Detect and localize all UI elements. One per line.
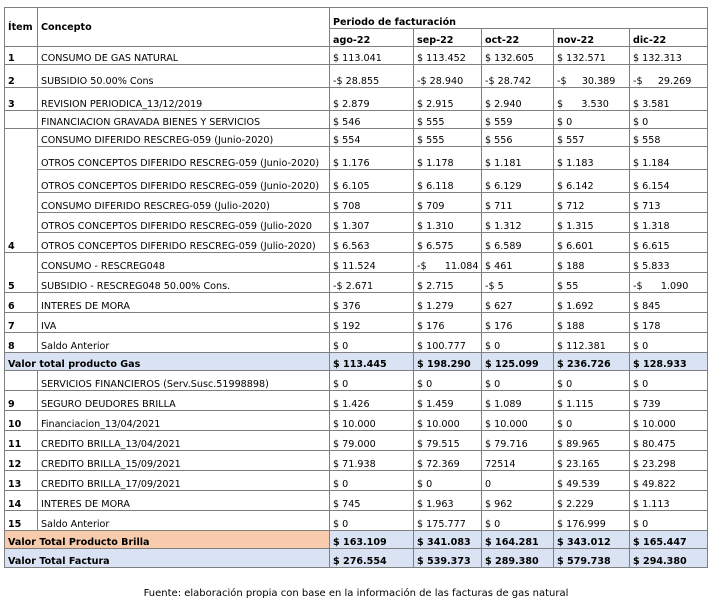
value-cell: $ 10.000 (330, 411, 414, 431)
value-cell: $ 0 (630, 371, 708, 391)
concept-cell: CREDITO BRILLA_17/09/2021 (38, 471, 330, 491)
table-row (5, 471, 708, 491)
table-row (5, 170, 708, 193)
value-cell: $ 1.426 (330, 391, 414, 411)
item-number: 9 (5, 391, 38, 411)
item-number: 1 (5, 47, 38, 65)
value-cell: -$ 5 (482, 273, 554, 293)
value-cell: $ 0 (554, 111, 630, 129)
value-cell: $ 1.176 (330, 147, 414, 170)
concept-cell: Financiacion_13/04/2021 (38, 411, 330, 431)
value-cell: $ 0 (482, 511, 554, 531)
value-cell: $ 0 (554, 411, 630, 431)
value-cell: -$ 29.269 (630, 65, 708, 88)
item-number: 3 (5, 88, 38, 111)
value-cell: $ 79.515 (414, 431, 482, 451)
concept-cell: FINANCIACION GRAVADA BIENES Y SERVICIOS (38, 111, 330, 129)
value-cell: $ 188 (554, 253, 630, 273)
value-cell: 72514 (482, 451, 554, 471)
value-cell: $ 711 (482, 193, 554, 213)
value-cell: $ 23.298 (630, 451, 708, 471)
item-number: 15 (5, 511, 38, 531)
value-cell: $ 1.692 (554, 293, 630, 313)
value-cell: $ 6.615 (630, 233, 708, 253)
value-cell: $ 1.184 (630, 147, 708, 170)
value-cell: -$ 1.090 (630, 273, 708, 293)
value-cell: $ 6.129 (482, 170, 554, 193)
table-row (5, 411, 708, 431)
value-cell: $ 79.716 (482, 431, 554, 451)
total-value: $ 125.099 (482, 353, 554, 371)
value-cell: $ 49.539 (554, 471, 630, 491)
value-cell: $ 1.312 (482, 213, 554, 233)
value-cell: $ 627 (482, 293, 554, 313)
value-cell: $ 71.938 (330, 451, 414, 471)
concept-cell: CREDITO BRILLA_13/04/2021 (38, 431, 330, 451)
total-row-invoice (5, 549, 708, 568)
header-month: oct-22 (482, 29, 554, 47)
value-cell: $ 1.115 (554, 391, 630, 411)
item-number: 11 (5, 431, 38, 451)
value-cell: $ 6.154 (630, 170, 708, 193)
value-cell: -$ 11.084 (414, 253, 482, 273)
value-cell: $ 192 (330, 313, 414, 333)
value-cell: $ 100.777 (414, 333, 482, 353)
concept-cell: SEGURO DEUDORES BRILLA (38, 391, 330, 411)
value-cell: $ 0 (482, 333, 554, 353)
concept-cell: CONSUMO DIFERIDO RESCREG-059 (Junio-2020) (38, 129, 330, 147)
table-row (5, 391, 708, 411)
value-cell: $ 1.315 (554, 213, 630, 233)
item-number: 6 (5, 293, 38, 313)
table-row (5, 371, 708, 391)
table-row (5, 147, 708, 170)
table-row (5, 213, 708, 233)
value-cell: -$ 30.389 (554, 65, 630, 88)
value-cell: $ 6.589 (482, 233, 554, 253)
total-value: $ 289.380 (482, 549, 554, 568)
concept-cell: CONSUMO DE GAS NATURAL (38, 47, 330, 65)
header-concept: Concepto (38, 8, 330, 47)
value-cell: $ 0 (630, 111, 708, 129)
value-cell: $ 72.369 (414, 451, 482, 471)
total-label: Valor Total Producto Brilla (5, 531, 330, 549)
total-label: Valor total producto Gas (5, 353, 330, 371)
value-cell: $ 10.000 (414, 411, 482, 431)
total-value: $ 163.109 (330, 531, 414, 549)
value-cell: $ 1.310 (414, 213, 482, 233)
value-cell: -$ 28.855 (330, 65, 414, 88)
value-cell: $ 713 (630, 193, 708, 213)
value-cell: $ 708 (330, 193, 414, 213)
value-cell: $ 5.833 (630, 253, 708, 273)
concept-cell: Saldo Anterior (38, 511, 330, 531)
value-cell: $ 461 (482, 253, 554, 273)
concept-cell: IVA (38, 313, 330, 333)
total-value: $ 539.373 (414, 549, 482, 568)
total-value: $ 341.083 (414, 531, 482, 549)
value-cell: $ 555 (414, 111, 482, 129)
concept-cell: OTROS CONCEPTOS DIFERIDO RESCREG-059 (Julio-2020) (38, 233, 330, 253)
value-cell: -$ 28.940 (414, 65, 482, 88)
concept-cell: SUBSIDIO - RESCREG048 50.00% Cons. (38, 273, 330, 293)
item-number: 13 (5, 471, 38, 491)
header-month: ago-22 (330, 29, 414, 47)
value-cell: $ 1.279 (414, 293, 482, 313)
value-cell: $ 188 (554, 313, 630, 333)
table-row (5, 88, 708, 111)
concept-cell: CONSUMO DIFERIDO RESCREG-059 (Julio-2020) (38, 193, 330, 213)
value-cell: $ 112.381 (554, 333, 630, 353)
total-value: $ 198.290 (414, 353, 482, 371)
value-cell: $ 0 (330, 333, 414, 353)
value-cell: $ 132.571 (554, 47, 630, 65)
table-row (5, 491, 708, 511)
total-value: $ 113.445 (330, 353, 414, 371)
item-number: 7 (5, 313, 38, 333)
table-row (5, 47, 708, 65)
concept-cell: OTROS CONCEPTOS DIFERIDO RESCREG-059 (Junio-2020) (38, 170, 330, 193)
value-cell: $ 554 (330, 129, 414, 147)
value-cell: $ 132.605 (482, 47, 554, 65)
table-row (5, 253, 708, 273)
concept-cell: SUBSIDIO 50.00% Cons (38, 65, 330, 88)
value-cell: $ 0 (330, 471, 414, 491)
value-cell: $ 0 (414, 471, 482, 491)
value-cell: $ 1.963 (414, 491, 482, 511)
value-cell: $ 557 (554, 129, 630, 147)
value-cell: $ 845 (630, 293, 708, 313)
value-cell: $ 6.601 (554, 233, 630, 253)
value-cell: $ 1.459 (414, 391, 482, 411)
item-number (5, 111, 38, 129)
item-number (5, 371, 38, 391)
total-value: $ 128.933 (630, 353, 708, 371)
table-row (5, 511, 708, 531)
concept-cell: REVISION PERIODICA_13/12/2019 (38, 88, 330, 111)
value-cell: $ 6.563 (330, 233, 414, 253)
value-cell: $ 3.581 (630, 88, 708, 111)
item-number: 12 (5, 451, 38, 471)
value-cell: $ 1.183 (554, 147, 630, 170)
value-cell: $ 745 (330, 491, 414, 511)
value-cell: $ 2.915 (414, 88, 482, 111)
total-value: $ 343.012 (554, 531, 630, 549)
value-cell: $ 0 (330, 511, 414, 531)
value-cell: $ 6.118 (414, 170, 482, 193)
total-value: $ 164.281 (482, 531, 554, 549)
value-cell: $ 2.879 (330, 88, 414, 111)
value-cell: $ 132.313 (630, 47, 708, 65)
header-month: nov-22 (554, 29, 630, 47)
table-row (5, 65, 708, 88)
value-cell: $ 962 (482, 491, 554, 511)
concept-cell: OTROS CONCEPTOS DIFERIDO RESCREG-059 (Junio-2020) (38, 147, 330, 170)
total-row-brilla (5, 531, 708, 549)
value-cell: $ 176 (414, 313, 482, 333)
value-cell: $ 559 (482, 111, 554, 129)
total-value: $ 276.554 (330, 549, 414, 568)
table-row (5, 233, 708, 253)
value-cell: $ 175.777 (414, 511, 482, 531)
item-number: 4 (5, 129, 38, 253)
value-cell: $ 23.165 (554, 451, 630, 471)
value-cell: $ 10.000 (630, 411, 708, 431)
table-caption: Fuente: elaboración propia con base en la información de las facturas de gas natural (143, 588, 569, 599)
item-number: 5 (5, 253, 38, 293)
table-row (5, 293, 708, 313)
billing-table (4, 7, 708, 568)
value-cell: $ 2.229 (554, 491, 630, 511)
item-number: 2 (5, 65, 38, 88)
value-cell: $ 2.940 (482, 88, 554, 111)
value-cell: $ 558 (630, 129, 708, 147)
value-cell: -$ 2.671 (330, 273, 414, 293)
value-cell: $ 6.142 (554, 170, 630, 193)
value-cell: $ 0 (414, 371, 482, 391)
value-cell: $ 0 (482, 371, 554, 391)
table-row (5, 273, 708, 293)
value-cell: $ 55 (554, 273, 630, 293)
value-cell: $ 1.113 (630, 491, 708, 511)
value-cell: $ 2.715 (414, 273, 482, 293)
value-cell: $ 113.041 (330, 47, 414, 65)
value-cell: $ 739 (630, 391, 708, 411)
value-cell: $ 709 (414, 193, 482, 213)
concept-cell: CONSUMO - RESCREG048 (38, 253, 330, 273)
table-row (5, 451, 708, 471)
value-cell: $ 1.178 (414, 147, 482, 170)
concept-cell: INTERES DE MORA (38, 491, 330, 511)
value-cell: $ 89.965 (554, 431, 630, 451)
value-cell: $ 49.822 (630, 471, 708, 491)
concept-cell: SERVICIOS FINANCIEROS (Serv.Susc.51998898) (38, 371, 330, 391)
value-cell: $ 79.000 (330, 431, 414, 451)
table-row (5, 313, 708, 333)
value-cell: $ 1.181 (482, 147, 554, 170)
total-value: $ 165.447 (630, 531, 708, 549)
value-cell: $ 11.524 (330, 253, 414, 273)
value-cell: $ 113.452 (414, 47, 482, 65)
table-row (5, 333, 708, 353)
total-value: $ 294.380 (630, 549, 708, 568)
value-cell: $ 6.105 (330, 170, 414, 193)
header-month: dic-22 (630, 29, 708, 47)
concept-cell: Saldo Anterior (38, 333, 330, 353)
value-cell: $ 1.307 (330, 213, 414, 233)
value-cell: $ 555 (414, 129, 482, 147)
value-cell: $ 1.318 (630, 213, 708, 233)
table-row (5, 111, 708, 129)
value-cell: $ 556 (482, 129, 554, 147)
header-item: Ítem (5, 8, 38, 47)
total-value: $ 579.738 (554, 549, 630, 568)
value-cell: $ 376 (330, 293, 414, 313)
total-row-gas (5, 353, 708, 371)
value-cell: $ 0 (630, 333, 708, 353)
value-cell: $ 10.000 (482, 411, 554, 431)
value-cell: $ 712 (554, 193, 630, 213)
concept-cell: INTERES DE MORA (38, 293, 330, 313)
value-cell: $ 0 (554, 371, 630, 391)
concept-cell: CREDITO BRILLA_15/09/2021 (38, 451, 330, 471)
value-cell: -$ 28.742 (482, 65, 554, 88)
value-cell: $ 178 (630, 313, 708, 333)
value-cell: $ 3.530 (554, 88, 630, 111)
value-cell: $ 176 (482, 313, 554, 333)
header-month: sep-22 (414, 29, 482, 47)
value-cell: $ 6.575 (414, 233, 482, 253)
value-cell: $ 176.999 (554, 511, 630, 531)
value-cell: $ 1.089 (482, 391, 554, 411)
table-row (5, 193, 708, 213)
item-number: 14 (5, 491, 38, 511)
concept-cell: OTROS CONCEPTOS DIFERIDO RESCREG-059 (Julio-2020 (38, 213, 330, 233)
total-value: $ 236.726 (554, 353, 630, 371)
table-row (5, 431, 708, 451)
value-cell: $ 0 (330, 371, 414, 391)
total-label: Valor Total Factura (5, 549, 330, 568)
value-cell: $ 546 (330, 111, 414, 129)
value-cell: $ 0 (630, 511, 708, 531)
item-number: 8 (5, 333, 38, 353)
value-cell: 0 (482, 471, 554, 491)
item-number: 10 (5, 411, 38, 431)
header-period: Periodo de facturación (330, 8, 708, 29)
table-row (5, 129, 708, 147)
value-cell: $ 80.475 (630, 431, 708, 451)
